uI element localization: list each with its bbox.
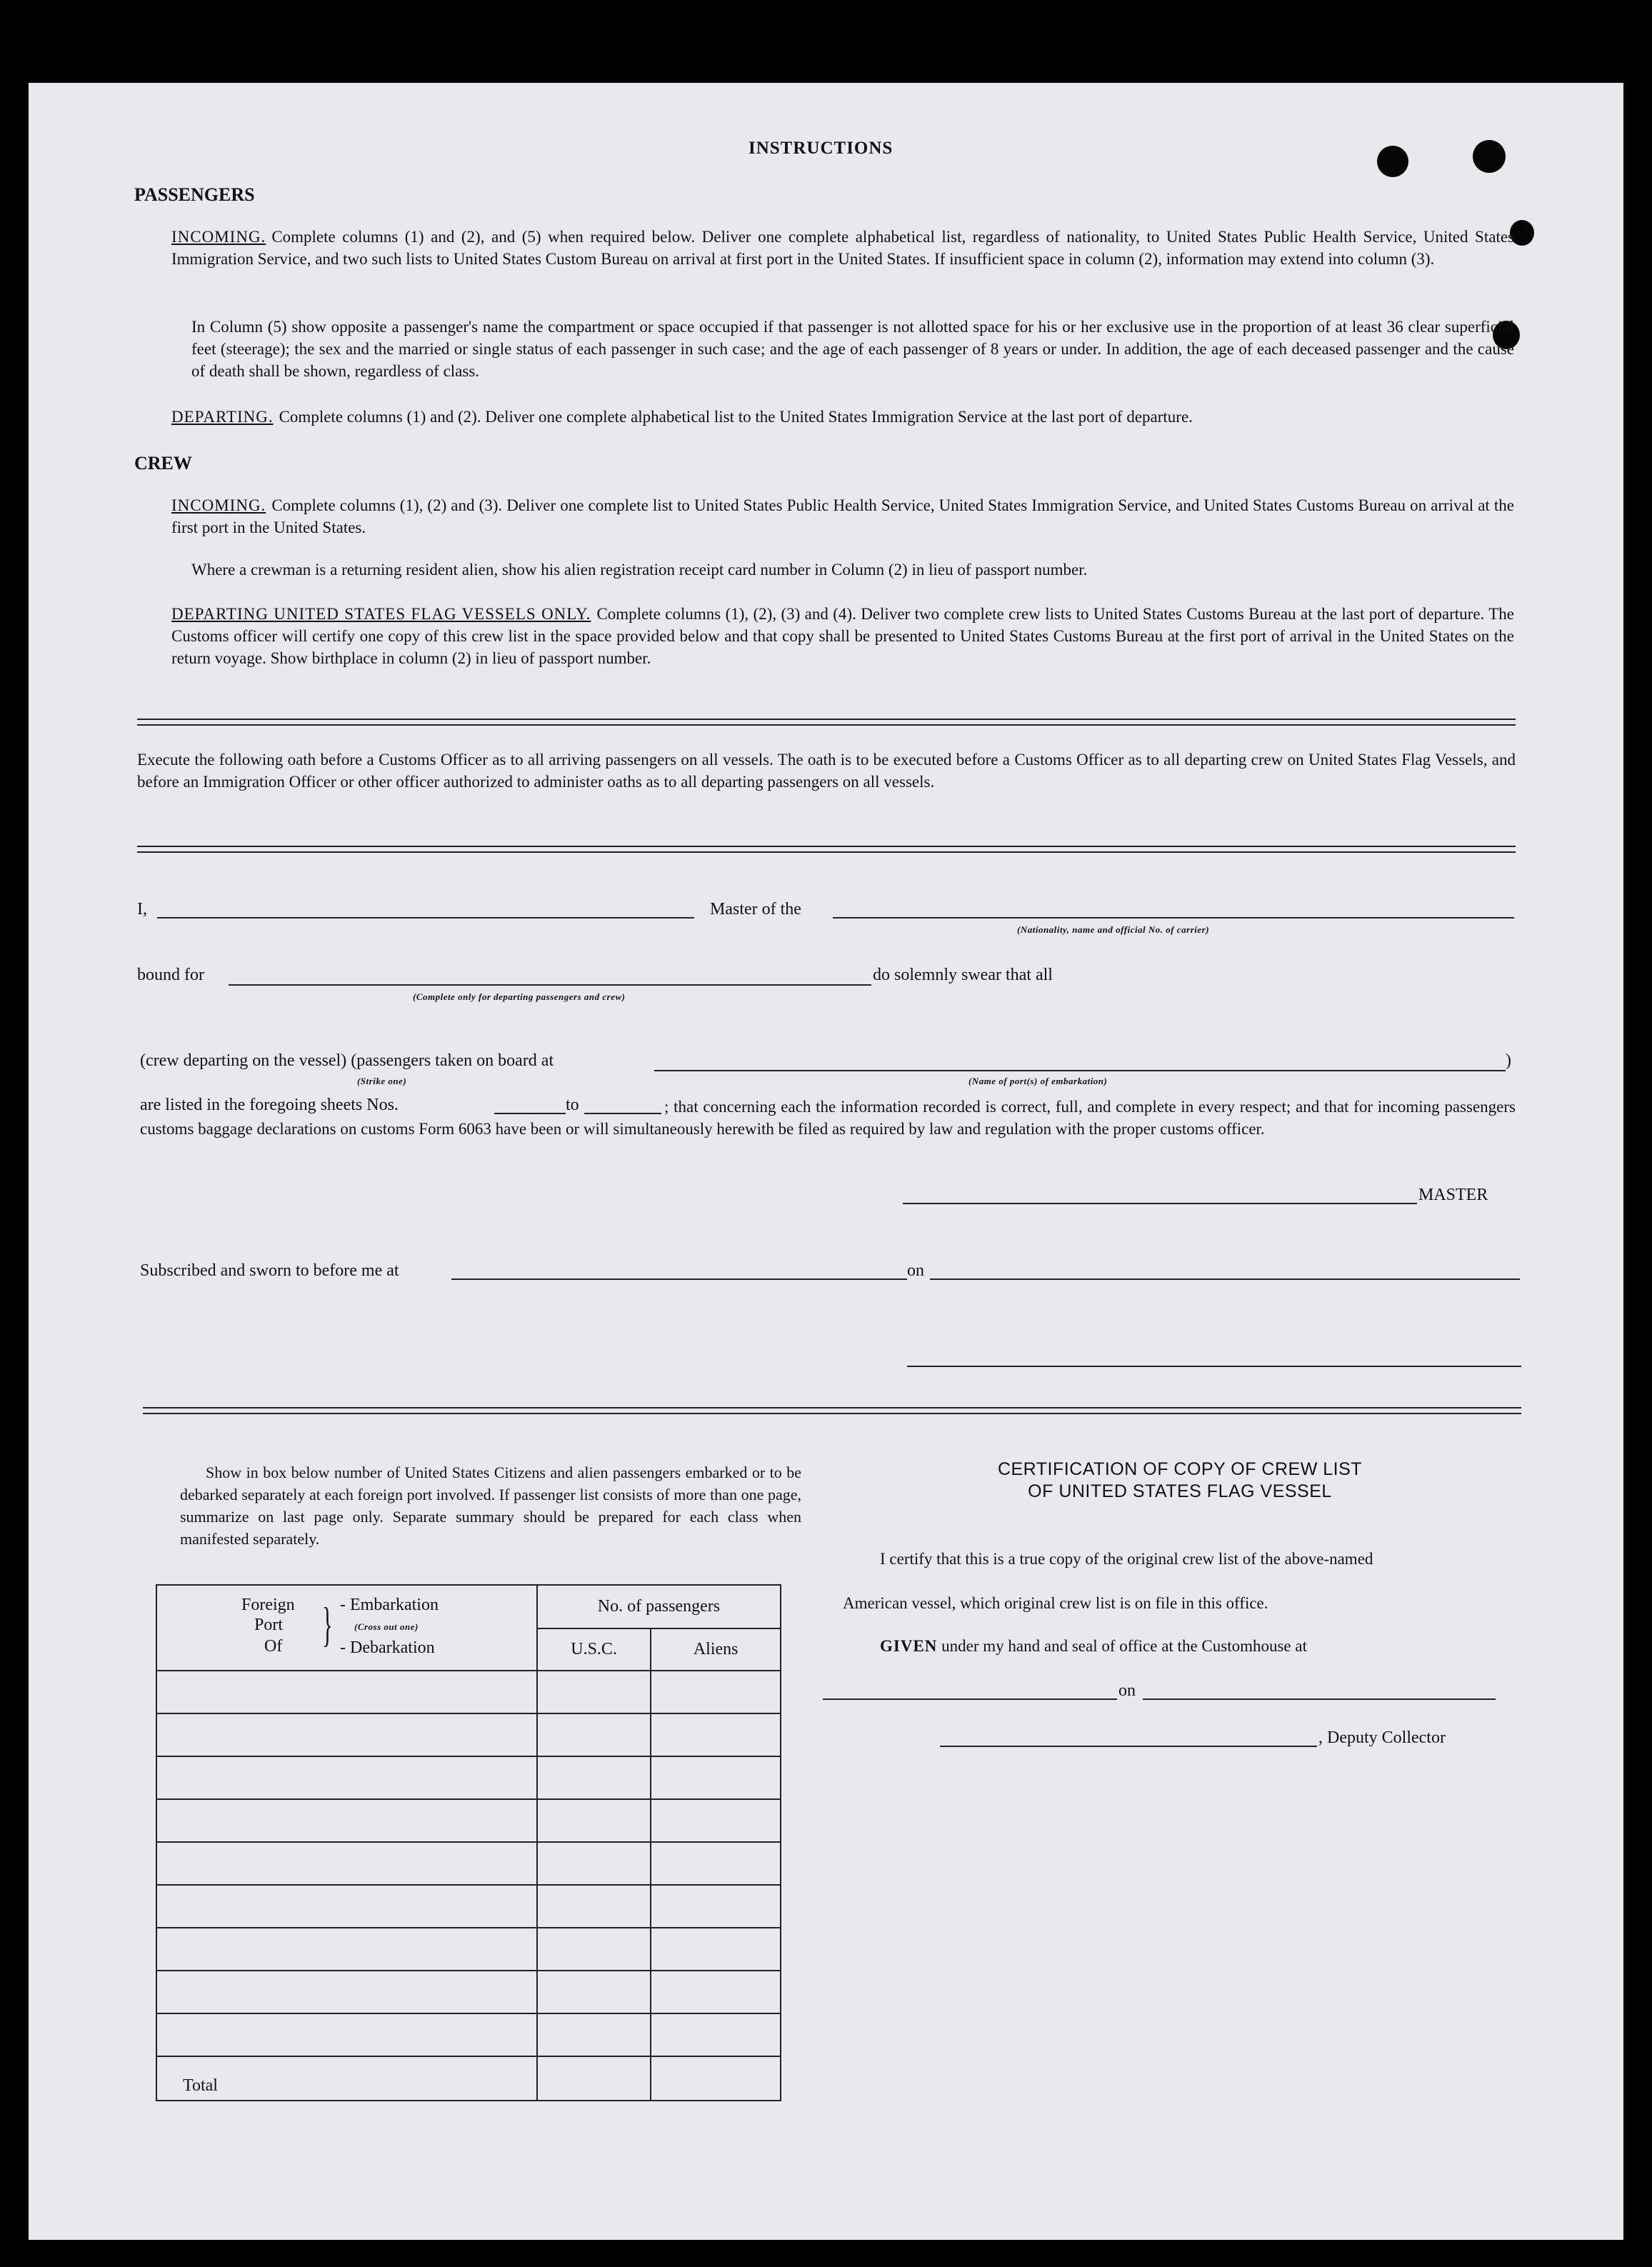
- deputy-signature-field[interactable]: [940, 1746, 1317, 1747]
- close-paren: ): [1506, 1051, 1511, 1070]
- crew-heading: CREW: [134, 453, 192, 474]
- crew-departing-label: (crew departing on the vessel) (passengers taken on board at: [140, 1051, 554, 1070]
- carrier-caption: (Nationality, name and official No. of carrier): [1017, 924, 1210, 935]
- crew-incoming-text: Complete columns (1), (2) and (3). Deliver one complete list to United States Public Health Service, United States Immigration Service, and United States Customs Bureau on arrival at the first port in the United States.: [171, 496, 1514, 536]
- crew-departing-text: Complete columns (1), (2), (3) and (4). Deliver two complete crew lists to United States Customs Bureau at the last port of departure. The Customs officer will certify one copy of this crew list in the space provided below and that copy shall be presented to United States Customs Bureau at the first port of arrival in the United States on the return voyage. Show birthplace in column (2) in lieu of passport number.: [171, 605, 1515, 667]
- aliens-cell[interactable]: [651, 1756, 781, 1799]
- crew-resident-paragraph: Where a crewman is a returning resident alien, show his alien registration receipt card number in Column (2) in lieu of passport number.: [191, 561, 1088, 579]
- page-title: INSTRUCTIONS: [749, 139, 893, 158]
- table-row: [156, 1671, 781, 1713]
- bound-caption: (Complete only for departing passengers and crew): [413, 991, 626, 1002]
- usc-cell[interactable]: [537, 1928, 651, 1971]
- usc-total-cell[interactable]: [537, 2056, 651, 2101]
- table-row: [156, 1971, 781, 2013]
- certification-title: [908, 1458, 1451, 1503]
- port-cell[interactable]: [156, 1671, 537, 1713]
- summary-instruction: Show in box below number of United States Citizens and alien passengers embarked or to be debarked separately at each foreign port involved. If passenger list consists of more than one page, summarize on last page only. Separate summary should be prepared for each class when manifested separately.: [180, 1463, 801, 1548]
- subscribed-place-field[interactable]: [451, 1278, 907, 1280]
- port-cell[interactable]: [156, 2013, 537, 2056]
- usc-cell[interactable]: [537, 1799, 651, 1842]
- subscribed-on-label: on: [907, 1261, 924, 1280]
- to-label: to: [566, 1096, 579, 1114]
- master-label: MASTER: [1418, 1186, 1488, 1204]
- bound-for-field[interactable]: [229, 984, 871, 986]
- passengers-departing-text: Complete columns (1) and (2). Deliver one complete alphabetical list to the United States Immigration Service at the last port of departure.: [279, 408, 1193, 426]
- aliens-total-cell[interactable]: [651, 2056, 781, 2101]
- strike-caption: (Strike one): [357, 1076, 407, 1086]
- usc-cell[interactable]: [537, 1885, 651, 1928]
- certify-line1: I certify that this is a true copy of the original crew list of the above-named: [880, 1550, 1373, 1568]
- oath-i-label: I,: [137, 900, 147, 919]
- port-label: Port: [254, 1616, 284, 1634]
- deputy-label: , Deputy Collector: [1318, 1728, 1446, 1747]
- master-signature-field[interactable]: [903, 1203, 1417, 1204]
- aliens-cell[interactable]: [651, 1671, 781, 1713]
- aliens-cell[interactable]: [651, 1971, 781, 2013]
- table-row: [156, 2013, 781, 2056]
- given-rest: under my hand and seal of office at the Customhouse at: [941, 1637, 1307, 1655]
- embarkation-ports-field[interactable]: [654, 1070, 1506, 1071]
- table-row: [156, 1713, 781, 1756]
- aliens-cell[interactable]: [651, 1885, 781, 1928]
- crew-departing-paragraph: [171, 603, 1514, 669]
- brace: }: [321, 1597, 333, 1651]
- table-row: [156, 1928, 781, 1971]
- passengers-incoming-paragraph: [171, 226, 1514, 270]
- certification-date-field[interactable]: [1143, 1698, 1496, 1700]
- table-row: [156, 1799, 781, 1842]
- oath-instruction-paragraph: Execute the following oath before a Customs Officer as to all arriving passengers on all vessels. The oath is to be executed before a Customs Officer as to all departing crew on United States Flag Vessels, and before an Immigration Officer or other officer authorized to administer oaths as to all departing passengers on all vessels.: [137, 751, 1516, 791]
- port-cell[interactable]: [156, 1756, 537, 1799]
- column5-paragraph: In Column (5) show opposite a passenger's name the compartment or space occupied if that passenger is not allotted space for his or her exclusive use in the proportion of at least 36 clear superficial feet (steerage); the sex and the married or single status of each passenger in such case; and the age of each passenger of 8 years or under. In addition, the age of each deceased passenger and the cause of death shall be shown, regardless of class.: [191, 318, 1514, 380]
- total-label: Total: [156, 2056, 537, 2101]
- usc-cell[interactable]: [537, 1756, 651, 1799]
- subscribed-date-field[interactable]: [930, 1278, 1520, 1280]
- usc-cell[interactable]: [537, 1842, 651, 1885]
- usc-header: U.S.C.: [537, 1628, 651, 1671]
- given-line: [880, 1637, 1307, 1656]
- passengers-incoming-text: Complete columns (1) and (2), and (5) when required below. Deliver one complete alphabetical list, regardless of nationality, to United States Public Health Service, United States Immigration Service, and two such lists to United States Custom Bureau on arrival at first port in the United States. If insufficient space in column (2), information may extend into column (3).: [171, 228, 1514, 268]
- listed-rest-paragraph: ; that concerning each the information recorded is correct, full, and complete in every respect; and that for incoming passengers customs baggage declarations on customs Form 6063 have been or will simultaneously herewith be filed as required by law and regulation with the proper customs officer.: [140, 1098, 1516, 1138]
- table-row: [156, 1756, 781, 1799]
- aliens-cell[interactable]: [651, 1928, 781, 1971]
- port-cell[interactable]: [156, 1713, 537, 1756]
- subscribed-label: Subscribed and sworn to before me at: [140, 1261, 399, 1280]
- section-divider: [137, 719, 1516, 726]
- form-sheet: [29, 83, 1623, 2240]
- crew-incoming-lead: INCOMING.: [171, 496, 266, 514]
- table-row: [156, 1885, 781, 1928]
- certify-line2: American vessel, which original crew list is on file in this office.: [843, 1594, 1268, 1612]
- aliens-cell[interactable]: [651, 1799, 781, 1842]
- cert-on-label: on: [1118, 1681, 1136, 1700]
- no-passengers-header: No. of passengers: [537, 1585, 781, 1628]
- crew-incoming-paragraph: [171, 494, 1514, 539]
- certification-title-line1: CERTIFICATION OF COPY OF CREW LIST: [997, 1459, 1363, 1479]
- debarkation-label: - Debarkation: [340, 1638, 435, 1657]
- aliens-cell[interactable]: [651, 2013, 781, 2056]
- embarkation-label: - Embarkation: [340, 1596, 439, 1614]
- port-header-cell: [156, 1585, 537, 1671]
- aliens-cell[interactable]: [651, 1842, 781, 1885]
- passengers-heading: PASSENGERS: [134, 184, 255, 205]
- master-of-label: Master of the: [710, 900, 801, 919]
- usc-cell[interactable]: [537, 1671, 651, 1713]
- given-lead: GIVEN: [880, 1637, 938, 1655]
- officer-signature-field[interactable]: [907, 1366, 1521, 1367]
- passengers-incoming-lead: INCOMING.: [171, 228, 266, 246]
- port-cell[interactable]: [156, 1885, 537, 1928]
- total-row: [156, 2056, 781, 2101]
- carrier-field[interactable]: [833, 917, 1514, 919]
- aliens-header: Aliens: [651, 1628, 781, 1671]
- passengers-departing-lead: DEPARTING.: [171, 408, 274, 426]
- master-name-field[interactable]: [157, 917, 694, 919]
- customhouse-place-field[interactable]: [823, 1698, 1117, 1700]
- port-cell[interactable]: [156, 1928, 537, 1971]
- passengers-departing-paragraph: [171, 406, 1514, 428]
- punch-hole: [1473, 140, 1506, 173]
- foreign-label: Foreign: [241, 1596, 295, 1614]
- certification-title-line2: OF UNITED STATES FLAG VESSEL: [1028, 1481, 1332, 1501]
- swear-label: do solemnly swear that all: [873, 966, 1053, 984]
- bound-for-label: bound for: [137, 966, 204, 984]
- table-row: [156, 1842, 781, 1885]
- usc-cell[interactable]: [537, 2013, 651, 2056]
- section-divider: [143, 1407, 1521, 1414]
- port-cell[interactable]: [156, 1971, 537, 2013]
- listed-label: are listed in the foregoing sheets Nos.: [140, 1096, 399, 1114]
- usc-cell[interactable]: [537, 1971, 651, 2013]
- port-cell[interactable]: [156, 1842, 537, 1885]
- punch-hole: [1377, 146, 1408, 177]
- usc-cell[interactable]: [537, 1713, 651, 1756]
- passenger-summary-table: [156, 1584, 781, 2101]
- ports-caption: (Name of port(s) of embarkation): [968, 1076, 1108, 1086]
- crew-departing-lead: DEPARTING UNITED STATES FLAG VESSELS ONLY.: [171, 605, 591, 623]
- cross-out-caption: (Cross out one): [354, 1621, 419, 1632]
- port-cell[interactable]: [156, 1799, 537, 1842]
- section-divider: [137, 846, 1516, 853]
- aliens-cell[interactable]: [651, 1713, 781, 1756]
- of-label: Of: [264, 1637, 283, 1656]
